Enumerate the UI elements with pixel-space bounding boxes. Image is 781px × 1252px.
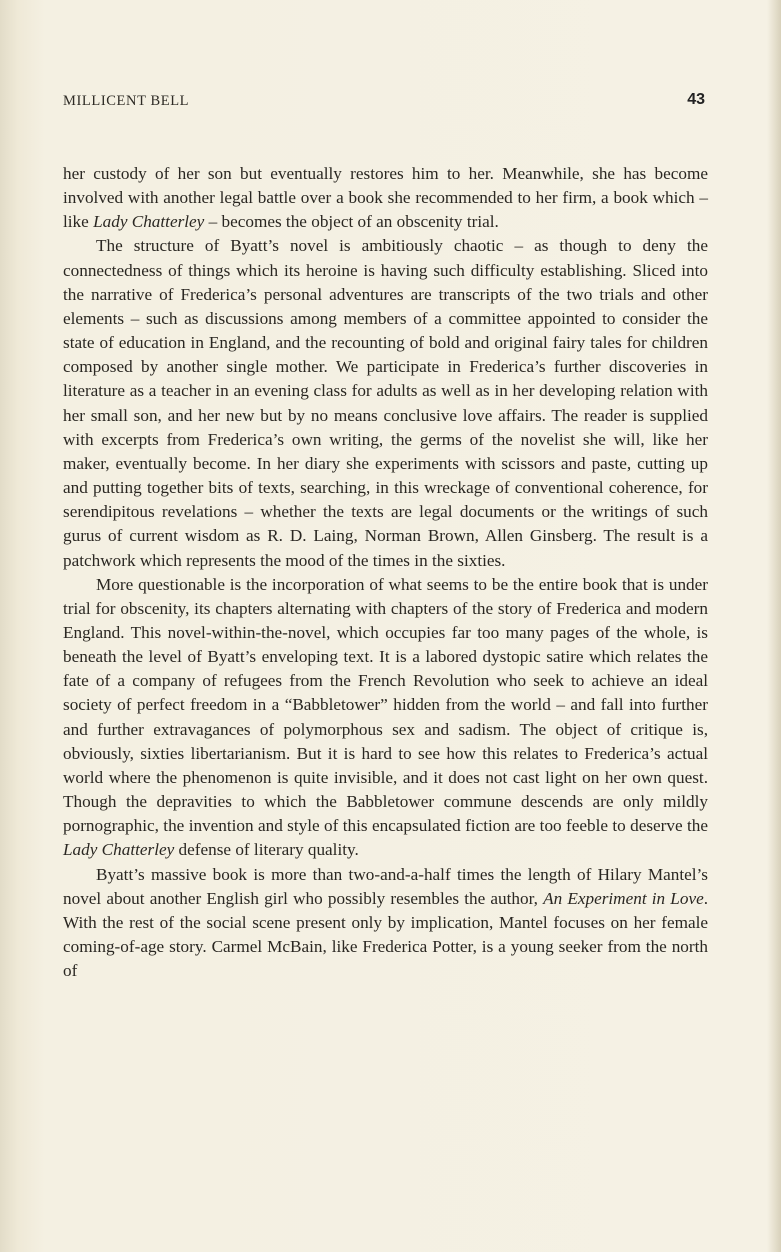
text-run: Byatt’s massive book is more than two-and-a-half times the length of Hilary Mantel’s novel about another English girl who possibly resembles the author,	[63, 864, 708, 908]
page-edge-shadow	[767, 0, 781, 1252]
text-run: The structure of Byatt’s novel is ambitiously chaotic – as though to deny the connectedness of things which its heroine is having such difficulty establishing. Sliced into the narrative of Frederica’s personal adventures are transcripts of the two trials and other elements – such as discussions among members of a committee appointed to consider the state of education in England, and the recounting of bold and original fairy tales for children composed by another single mother. We participate in Frederica’s further discoveries in literature as a teacher in an evening class for adults as well as in her developing relation with her small son, and her new but by no means conclusive love affairs. The reader is supplied with excerpts from Frederica’s own writing, the germs of the novelist she will, like her maker, eventually become. In her diary she experiments with scissors and paste, cutting up and putting together bits of texts, searching, in this wreckage of conventional coherence, for serendipitous revelations – whether the texts are legal documents or the writings of such gurus of current wisdom as R. D. Laing, Norman Brown, Allen Ginsberg. The result is a patchwork which represents the mood of the times in the sixties.	[63, 236, 708, 570]
italic-title: An Experiment in Love	[543, 888, 704, 908]
text-run: . With the rest of the social scene present only by implication, Mantel focuses on her female coming-of-age story. Carmel McBain, like Frederica Potter, is a young seeker from the north of	[63, 888, 708, 981]
paragraph	[63, 162, 708, 234]
italic-title: Lady Chatterley	[93, 212, 205, 232]
paragraph	[63, 863, 708, 984]
text-run: More questionable is the incorporation of what seems to be the entire book that is under trial for obscenity, its chapters alternating with chapters of the story of Frederica and modern England. This novel-within-the-novel, which occupies far too many pages of the whole, is beneath the level of Byatt’s enveloping text. It is a labored dystopic satire which relates the fate of a company of refugees from the French Revolution who seek to achieve an ideal society of perfect freedom in a “Babbletower” hidden from the world – and fall into further and further extravagances of polymorphous sex and sadism. The object of critique is, obviously, sixties libertarianism. But it is hard to see how this relates to Frederica’s actual world where the phenomenon is quite invisible, and it does not cast light on her own quest. Though the depravities to which the Babbletower commune descends are only mildly pornographic, the invention and style of this encapsulated fiction are too feeble to deserve the	[63, 574, 708, 836]
paragraph	[63, 234, 708, 572]
page-header	[63, 93, 705, 117]
text-run: defense of literary quality.	[174, 840, 359, 860]
paragraph	[63, 573, 708, 863]
italic-title: Lady Chatterley	[63, 840, 175, 860]
running-head: MILLICENT BELL	[63, 93, 190, 109]
text-run: – becomes the object of an obscenity trial.	[204, 212, 499, 232]
page-number: 43	[687, 91, 705, 108]
body-text	[63, 162, 708, 983]
text-run: her custody of her son but eventually restores him to her. Meanwhile, she has become involved with another legal battle over a book she recommended to her firm, a book which – like	[63, 164, 708, 232]
